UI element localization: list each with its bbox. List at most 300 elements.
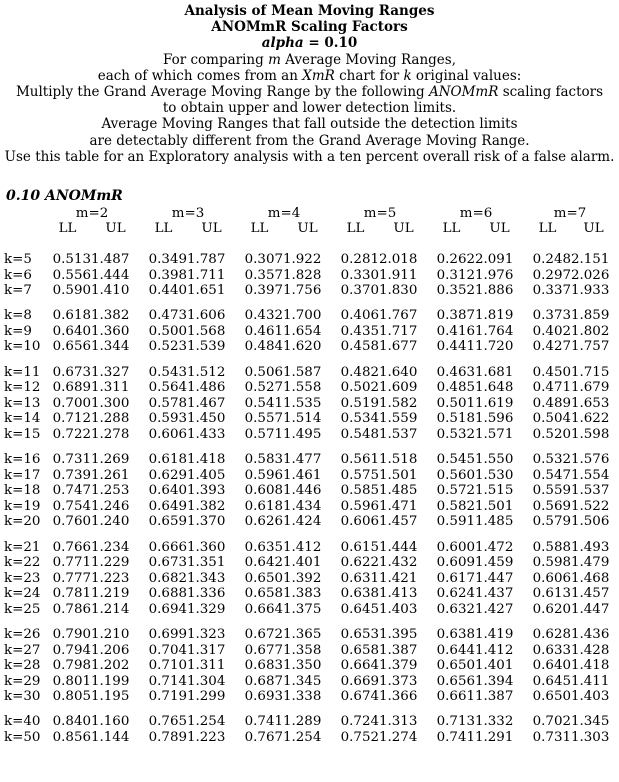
ul-cell: 1.756: [283, 283, 322, 299]
ll-header: LL: [346, 221, 365, 236]
ll-cell: 0.461: [244, 323, 283, 339]
spacer-cell: [4, 299, 616, 309]
ll-cell: 0.642: [244, 555, 283, 571]
ul-cell: 1.410: [91, 283, 130, 299]
ul-cell: 1.648: [475, 380, 514, 396]
ll-cell: 0.463: [436, 364, 475, 380]
ul-cell: 1.336: [187, 586, 226, 602]
ul-header: UL: [393, 221, 414, 236]
ll-cell: 0.617: [436, 570, 475, 586]
ll-cell: 0.520: [532, 426, 571, 442]
ll-cell: 0.527: [244, 380, 283, 396]
ul-cell: 1.911: [379, 267, 418, 283]
ll-cell: 0.673: [52, 364, 91, 380]
ul-cell: 1.472: [475, 539, 514, 555]
ll-cell: 0.485: [436, 380, 475, 396]
k-label: k=23: [4, 570, 41, 586]
k-label: k=6: [4, 267, 32, 283]
ll-cell: 0.620: [532, 601, 571, 617]
ul-header: UL: [583, 221, 604, 236]
ul-cell: 1.487: [91, 252, 130, 267]
ul-cell: 1.254: [187, 714, 226, 730]
ll-cell: 0.489: [532, 395, 571, 411]
ll-cell: 0.638: [436, 626, 475, 642]
ll-cell: 0.591: [436, 514, 475, 530]
ul-cell: 1.587: [283, 364, 322, 380]
k-label: k=17: [4, 467, 41, 483]
intro-var: k: [403, 67, 412, 84]
table-row: [4, 602, 616, 618]
k-label: k=11: [4, 364, 41, 380]
ll-cell: 0.682: [148, 570, 187, 586]
table-row: [4, 339, 616, 355]
k-label: k=29: [4, 673, 41, 689]
ll-cell: 0.307: [244, 252, 283, 267]
ll-cell: 0.622: [340, 555, 379, 571]
ul-cell: 1.413: [379, 586, 418, 602]
ul-cell: 1.278: [91, 426, 130, 442]
ul-cell: 2.091: [475, 252, 514, 267]
intro-line-5: Average Moving Ranges that fall outside the detection limits: [101, 116, 518, 133]
ll-cell: 0.645: [532, 673, 571, 689]
ll-cell: 0.534: [340, 411, 379, 427]
ul-cell: 1.383: [283, 586, 322, 602]
ul-cell: 1.757: [571, 339, 610, 355]
ll-cell: 0.798: [52, 658, 91, 674]
ul-cell: 1.537: [379, 426, 418, 442]
ul-cell: 1.382: [91, 308, 130, 324]
document-header: [0, 0, 619, 165]
ll-cell: 0.564: [148, 380, 187, 396]
table-row: [4, 689, 616, 705]
ul-cell: 1.493: [571, 539, 610, 555]
spacer-cell: [4, 617, 616, 627]
ll-cell: 0.754: [52, 498, 91, 514]
ul-cell: 1.327: [91, 364, 130, 380]
ul-cell: 1.288: [91, 411, 130, 427]
table-row: [4, 483, 616, 499]
ll-cell: 0.588: [532, 539, 571, 555]
ll-cell: 0.767: [244, 730, 283, 746]
ll-cell: 0.631: [340, 570, 379, 586]
ll-cell: 0.700: [52, 395, 91, 411]
ul-cell: 1.253: [91, 483, 130, 499]
ul-cell: 1.360: [91, 323, 130, 339]
ll-cell: 0.673: [148, 555, 187, 571]
ul-cell: 1.343: [187, 570, 226, 586]
ll-cell: 0.790: [52, 626, 91, 642]
row-spacer: [4, 617, 616, 627]
ul-cell: 1.379: [379, 658, 418, 674]
intro-var: ANOMmR: [428, 84, 499, 101]
spacer-cell: [4, 530, 616, 540]
ll-cell: 0.532: [436, 426, 475, 442]
ul-cell: 1.922: [283, 252, 322, 267]
k-label: k=19: [4, 498, 41, 514]
ul-cell: 1.437: [475, 586, 514, 602]
ul-cell: 1.485: [379, 483, 418, 499]
ul-cell: 1.651: [187, 283, 226, 299]
table-body: [4, 237, 616, 746]
ll-cell: 0.688: [148, 586, 187, 602]
ul-cell: 1.434: [283, 498, 322, 514]
ll-cell: 0.297: [532, 267, 571, 283]
intro-line-7: Use this table for an Exploratory analysis with a ten percent overall risk of a false alarm.: [4, 148, 615, 165]
ll-cell: 0.450: [532, 364, 571, 380]
ul-cell: 1.289: [283, 714, 322, 730]
ul-cell: 1.419: [475, 626, 514, 642]
ll-cell: 0.513: [52, 252, 91, 267]
ll-cell: 0.502: [340, 380, 379, 396]
ul-cell: 1.418: [571, 658, 610, 674]
ul-cell: 1.886: [475, 283, 514, 299]
ll-cell: 0.694: [148, 601, 187, 617]
ul-cell: 1.518: [379, 452, 418, 468]
ul-cell: 1.514: [283, 411, 322, 427]
ll-cell: 0.650: [532, 689, 571, 705]
ll-cell: 0.650: [244, 570, 283, 586]
ll-cell: 0.640: [148, 483, 187, 499]
spacer-cell: [4, 443, 616, 453]
table-row: [4, 499, 616, 515]
k-label: k=10: [4, 339, 41, 355]
k-label: k=27: [4, 642, 41, 658]
ul-cell: 1.444: [91, 267, 130, 283]
ul-cell: 1.214: [91, 601, 130, 617]
group-header: m=2: [75, 206, 109, 221]
ll-cell: 0.674: [340, 689, 379, 705]
table-row: [4, 714, 616, 730]
ul-cell: 1.199: [91, 673, 130, 689]
ul-cell: 1.332: [475, 714, 514, 730]
ll-cell: 0.547: [532, 467, 571, 483]
ll-cell: 0.672: [244, 626, 283, 642]
ll-cell: 0.664: [340, 658, 379, 674]
ll-cell: 0.593: [148, 411, 187, 427]
intro-text: Multiply the Grand Average Moving Range by the following: [15, 84, 429, 101]
ul-cell: 1.395: [379, 626, 418, 642]
ul-cell: 1.539: [187, 339, 226, 355]
ul-cell: 1.598: [571, 426, 610, 442]
k-label: k=7: [4, 283, 32, 299]
ul-cell: 1.373: [379, 673, 418, 689]
ul-cell: 1.382: [187, 498, 226, 514]
alpha-line: [0, 35, 619, 51]
group-header: m=6: [459, 206, 493, 221]
group-header-row: [4, 206, 616, 221]
ul-cell: 1.206: [91, 642, 130, 658]
ll-cell: 0.702: [532, 714, 571, 730]
ll-cell: 0.519: [340, 395, 379, 411]
ll-cell: 0.629: [148, 467, 187, 483]
ll-cell: 0.789: [148, 730, 187, 746]
ll-cell: 0.656: [52, 339, 91, 355]
ul-cell: 1.619: [475, 395, 514, 411]
ul-cell: 1.711: [187, 267, 226, 283]
ll-cell: 0.532: [532, 452, 571, 468]
ul-cell: 1.622: [571, 411, 610, 427]
ul-header: UL: [297, 221, 318, 236]
ll-cell: 0.618: [148, 452, 187, 468]
ll-cell: 0.747: [52, 483, 91, 499]
ul-cell: 1.351: [187, 555, 226, 571]
ll-cell: 0.760: [52, 514, 91, 530]
ll-cell: 0.471: [532, 380, 571, 396]
ul-cell: 1.299: [187, 689, 226, 705]
ul-cell: 2.151: [571, 252, 610, 267]
ll-cell: 0.569: [532, 498, 571, 514]
ul-cell: 1.392: [283, 570, 322, 586]
ul-cell: 1.654: [283, 323, 322, 339]
intro-line-2: [0, 68, 619, 84]
ll-cell: 0.609: [436, 555, 475, 571]
intro-text: For comparing: [162, 51, 269, 68]
ul-cell: 1.700: [283, 308, 322, 324]
ll-cell: 0.578: [148, 395, 187, 411]
ul-cell: 1.304: [187, 673, 226, 689]
row-spacer: [4, 530, 616, 540]
ul-cell: 1.446: [283, 483, 322, 499]
ll-cell: 0.582: [436, 498, 475, 514]
ul-cell: 1.387: [475, 689, 514, 705]
ul-cell: 1.311: [91, 380, 130, 396]
row-spacer: [4, 355, 616, 365]
ul-cell: 1.269: [91, 452, 130, 468]
k-label: k=14: [4, 411, 41, 427]
ul-cell: 1.620: [283, 339, 322, 355]
k-label: k=28: [4, 658, 41, 674]
ul-cell: 1.767: [379, 308, 418, 324]
table-title: 0.10 ANOMmR: [6, 188, 123, 204]
ul-cell: 1.387: [379, 642, 418, 658]
ul-cell: 1.715: [571, 364, 610, 380]
ll-cell: 0.713: [436, 714, 475, 730]
ll-cell: 0.501: [436, 395, 475, 411]
ul-cell: 1.501: [379, 467, 418, 483]
ll-cell: 0.741: [244, 714, 283, 730]
ul-cell: 1.459: [475, 555, 514, 571]
ul-header: UL: [105, 221, 126, 236]
ll-cell: 0.262: [436, 252, 475, 267]
ll-cell: 0.714: [148, 673, 187, 689]
ll-cell: 0.397: [244, 283, 283, 299]
ll-cell: 0.398: [148, 267, 187, 283]
ul-cell: 1.828: [283, 267, 322, 283]
ul-cell: 1.360: [187, 539, 226, 555]
ll-cell: 0.658: [340, 642, 379, 658]
ll-cell: 0.801: [52, 673, 91, 689]
k-label: k=15: [4, 426, 41, 442]
table-row: [4, 283, 616, 299]
ul-cell: 1.720: [475, 339, 514, 355]
table-row: [4, 365, 616, 381]
ll-cell: 0.548: [340, 426, 379, 442]
ul-cell: 1.606: [187, 308, 226, 324]
ll-cell: 0.608: [244, 483, 283, 499]
ll-cell: 0.644: [436, 642, 475, 658]
ul-cell: 1.329: [187, 601, 226, 617]
ul-cell: 1.471: [379, 498, 418, 514]
ll-cell: 0.402: [532, 323, 571, 339]
intro-line-4: to obtain upper and lower detection limits.: [162, 100, 457, 117]
ul-cell: 1.234: [91, 539, 130, 555]
ul-cell: 1.485: [475, 514, 514, 530]
ul-cell: 1.393: [187, 483, 226, 499]
doc-subtitle: ANOMmR Scaling Factors: [211, 19, 408, 36]
ll-cell: 0.557: [244, 411, 283, 427]
ll-cell: 0.632: [436, 601, 475, 617]
ul-cell: 1.677: [379, 339, 418, 355]
ul-cell: 1.366: [379, 689, 418, 705]
ul-cell: 1.554: [571, 467, 610, 483]
ul-cell: 1.550: [475, 452, 514, 468]
table-row: [4, 555, 616, 571]
ll-cell: 0.731: [532, 730, 571, 746]
intro-text: Average Moving Ranges,: [280, 51, 457, 68]
ul-cell: 1.317: [187, 642, 226, 658]
ll-cell: 0.561: [340, 452, 379, 468]
ul-cell: 1.240: [91, 514, 130, 530]
ll-cell: 0.626: [244, 514, 283, 530]
limit-header-row: [4, 221, 616, 237]
k-label: k=12: [4, 380, 41, 396]
ll-cell: 0.572: [436, 483, 475, 499]
ul-cell: 1.365: [283, 626, 322, 642]
table-row: [4, 308, 616, 324]
table-row: [4, 427, 616, 443]
ll-cell: 0.600: [436, 539, 475, 555]
ul-cell: 1.424: [283, 514, 322, 530]
ll-cell: 0.523: [148, 339, 187, 355]
k-label: k=22: [4, 555, 41, 571]
table-row: [4, 540, 616, 556]
ul-cell: 1.394: [475, 673, 514, 689]
ll-cell: 0.545: [436, 452, 475, 468]
ll-cell: 0.427: [532, 339, 571, 355]
ll-cell: 0.731: [52, 452, 91, 468]
ll-cell: 0.583: [244, 452, 283, 468]
ll-cell: 0.635: [244, 539, 283, 555]
ll-header: LL: [154, 221, 173, 236]
ll-header: LL: [58, 221, 77, 236]
ll-cell: 0.677: [244, 642, 283, 658]
ul-cell: 1.432: [379, 555, 418, 571]
ul-cell: 1.787: [187, 252, 226, 267]
ul-cell: 1.444: [379, 539, 418, 555]
intro-text: original values:: [411, 67, 522, 84]
ul-cell: 1.229: [91, 555, 130, 571]
ul-cell: 1.457: [571, 586, 610, 602]
ll-cell: 0.765: [148, 714, 187, 730]
ul-cell: 1.477: [283, 452, 322, 468]
k-label: k=9: [4, 323, 32, 339]
ll-cell: 0.704: [148, 642, 187, 658]
ll-cell: 0.752: [340, 730, 379, 746]
ul-cell: 1.345: [571, 714, 610, 730]
ll-cell: 0.781: [52, 586, 91, 602]
ul-cell: 1.681: [475, 364, 514, 380]
ul-cell: 1.144: [91, 730, 130, 746]
ul-cell: 1.291: [475, 730, 514, 746]
ll-cell: 0.840: [52, 714, 91, 730]
ll-cell: 0.596: [340, 498, 379, 514]
ll-cell: 0.633: [532, 642, 571, 658]
table-row: [4, 730, 616, 746]
ul-cell: 1.976: [475, 267, 514, 283]
table-row: [4, 643, 616, 659]
ll-cell: 0.666: [148, 539, 187, 555]
intro-line-6: are detectably different from the Grand Average Moving Range.: [89, 132, 530, 149]
ll-cell: 0.664: [244, 601, 283, 617]
table-row: [4, 674, 616, 690]
ll-cell: 0.739: [52, 467, 91, 483]
ul-cell: 1.219: [91, 586, 130, 602]
ll-cell: 0.615: [340, 539, 379, 555]
table-row: [4, 571, 616, 587]
k-label: k=26: [4, 626, 41, 642]
ll-cell: 0.441: [436, 339, 475, 355]
ul-cell: 1.515: [475, 483, 514, 499]
ul-cell: 1.653: [571, 395, 610, 411]
ll-header: LL: [442, 221, 461, 236]
row-spacer: [4, 705, 616, 715]
ul-cell: 1.421: [379, 570, 418, 586]
ul-cell: 1.403: [379, 601, 418, 617]
ll-cell: 0.722: [52, 426, 91, 442]
ul-header: UL: [489, 221, 510, 236]
group-header: m=5: [363, 206, 397, 221]
ul-cell: 1.859: [571, 308, 610, 324]
ll-cell: 0.659: [148, 514, 187, 530]
ll-cell: 0.805: [52, 689, 91, 705]
ul-cell: 1.933: [571, 283, 610, 299]
ll-cell: 0.606: [340, 514, 379, 530]
ll-cell: 0.416: [436, 323, 475, 339]
intro-text: each of which comes from an: [97, 67, 303, 84]
ul-cell: 1.571: [475, 426, 514, 442]
ll-cell: 0.606: [148, 426, 187, 442]
ll-cell: 0.661: [436, 689, 475, 705]
k-label: k=8: [4, 308, 32, 324]
ul-cell: 1.596: [475, 411, 514, 427]
ul-cell: 1.537: [571, 483, 610, 499]
ul-header: UL: [201, 221, 222, 236]
ll-cell: 0.693: [244, 689, 283, 705]
intro-var: XmR: [302, 67, 335, 84]
ul-cell: 1.679: [571, 380, 610, 396]
ul-cell: 1.457: [379, 514, 418, 530]
ul-cell: 1.764: [475, 323, 514, 339]
corner-cell: [4, 221, 44, 237]
ul-cell: 1.576: [571, 452, 610, 468]
group-header: m=4: [267, 206, 301, 221]
ll-cell: 0.330: [340, 267, 379, 283]
ll-cell: 0.786: [52, 601, 91, 617]
ul-cell: 1.223: [91, 570, 130, 586]
ll-cell: 0.606: [532, 570, 571, 586]
k-label: k=30: [4, 689, 41, 705]
ll-cell: 0.649: [148, 498, 187, 514]
ul-cell: 1.495: [283, 426, 322, 442]
ll-cell: 0.699: [148, 626, 187, 642]
ll-header: LL: [538, 221, 557, 236]
ul-cell: 1.479: [571, 555, 610, 571]
k-label: k=5: [4, 252, 32, 267]
ll-cell: 0.618: [244, 498, 283, 514]
ll-cell: 0.387: [436, 308, 475, 324]
ul-cell: 1.506: [571, 514, 610, 530]
ll-cell: 0.638: [340, 586, 379, 602]
